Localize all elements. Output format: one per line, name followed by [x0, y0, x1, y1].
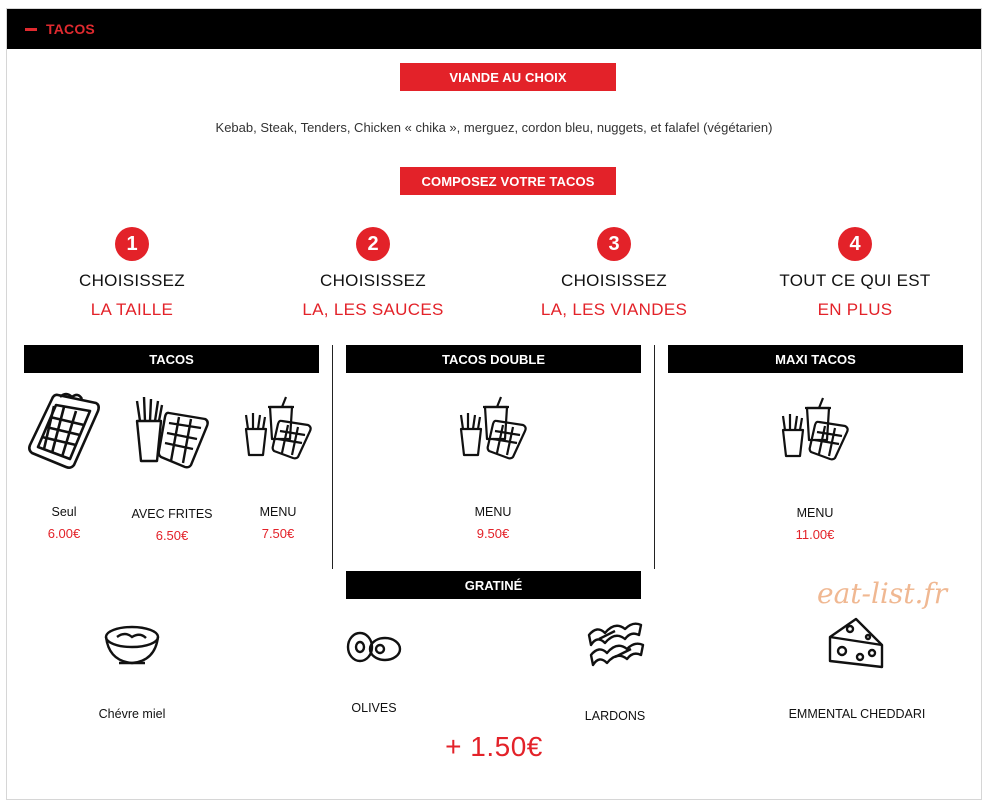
tacos-menu-icon [779, 396, 851, 462]
item-label: OLIVES [351, 701, 397, 715]
item-price: 6.00€ [47, 526, 81, 541]
gratine-item-olives[interactable] [294, 629, 454, 715]
maxi-tacos-item-menu[interactable] [760, 396, 870, 542]
gratine-item-emmental[interactable] [777, 615, 937, 721]
maxi-tacos-header: MAXI TACOS [668, 345, 963, 373]
gratine-item-lardons[interactable] [535, 617, 695, 723]
item-price: 7.50€ [261, 526, 295, 541]
cheese-icon [826, 615, 888, 673]
item-label: MENU [796, 506, 834, 520]
menu-frame [6, 8, 982, 800]
tacos-item-menu[interactable] [223, 395, 333, 541]
minus-icon [25, 28, 37, 31]
step-line2: EN PLUS [817, 300, 893, 319]
step-line1: TOUT CE QUI EST [779, 271, 931, 290]
item-label: MENU [259, 505, 297, 519]
watermark: eat-list.fr [817, 577, 948, 610]
tacos-icon [24, 389, 104, 473]
step-3 [504, 227, 724, 320]
step-number: 4 [838, 227, 872, 261]
item-price: 6.50€ [155, 528, 189, 543]
step-number: 2 [356, 227, 390, 261]
step-line1: CHOISISSEZ [79, 271, 185, 290]
tacos-menu-icon [242, 395, 314, 461]
viande-banner: VIANDE AU CHOIX [400, 63, 616, 91]
section-title: TACOS [46, 21, 95, 37]
bowl-icon [101, 617, 163, 673]
meat-list: Kebab, Steak, Tenders, Chicken « chika », merguez, cordon bleu, nuggets, et falafel (végétarien) [215, 120, 773, 135]
step-number: 3 [597, 227, 631, 261]
tacos-menu-icon [457, 395, 529, 461]
step-1 [22, 227, 242, 320]
gratine-header: GRATINÉ [346, 571, 641, 599]
step-line2: LA, LES VIANDES [540, 300, 688, 319]
bacon-icon [585, 617, 645, 673]
item-price: 11.00€ [795, 527, 835, 542]
steps-row [7, 227, 981, 327]
step-4 [745, 227, 965, 320]
tacos-item-seul[interactable] [9, 389, 119, 541]
tacos-fries-icon [131, 391, 213, 473]
section-toggle-tacos[interactable] [7, 9, 981, 49]
item-label: EMMENTAL CHEDDARI [788, 707, 926, 721]
tacos-double-item-menu[interactable] [438, 395, 548, 541]
step-2 [263, 227, 483, 320]
item-label: LARDONS [584, 709, 646, 723]
item-price: 9.50€ [476, 526, 510, 541]
step-line2: LA, LES SAUCES [302, 300, 444, 319]
item-label: AVEC FRITES [131, 507, 213, 521]
step-line1: CHOISISSEZ [561, 271, 667, 290]
tacos-double-header: TACOS DOUBLE [346, 345, 641, 373]
step-line2: LA TAILLE [90, 300, 174, 319]
tacos-header: TACOS [24, 345, 319, 373]
step-number: 1 [115, 227, 149, 261]
gratine-price: + 1.50€ [445, 731, 543, 762]
gratine-item-chevre[interactable] [52, 617, 212, 721]
olives-icon [343, 629, 405, 665]
compose-banner: COMPOSEZ VOTRE TACOS [400, 167, 616, 195]
column-divider [654, 345, 655, 569]
tacos-item-avec-frites[interactable] [117, 391, 227, 543]
item-label: MENU [474, 505, 512, 519]
item-label: Chévre miel [98, 707, 166, 721]
item-label: Seul [51, 505, 77, 519]
step-line1: CHOISISSEZ [320, 271, 426, 290]
